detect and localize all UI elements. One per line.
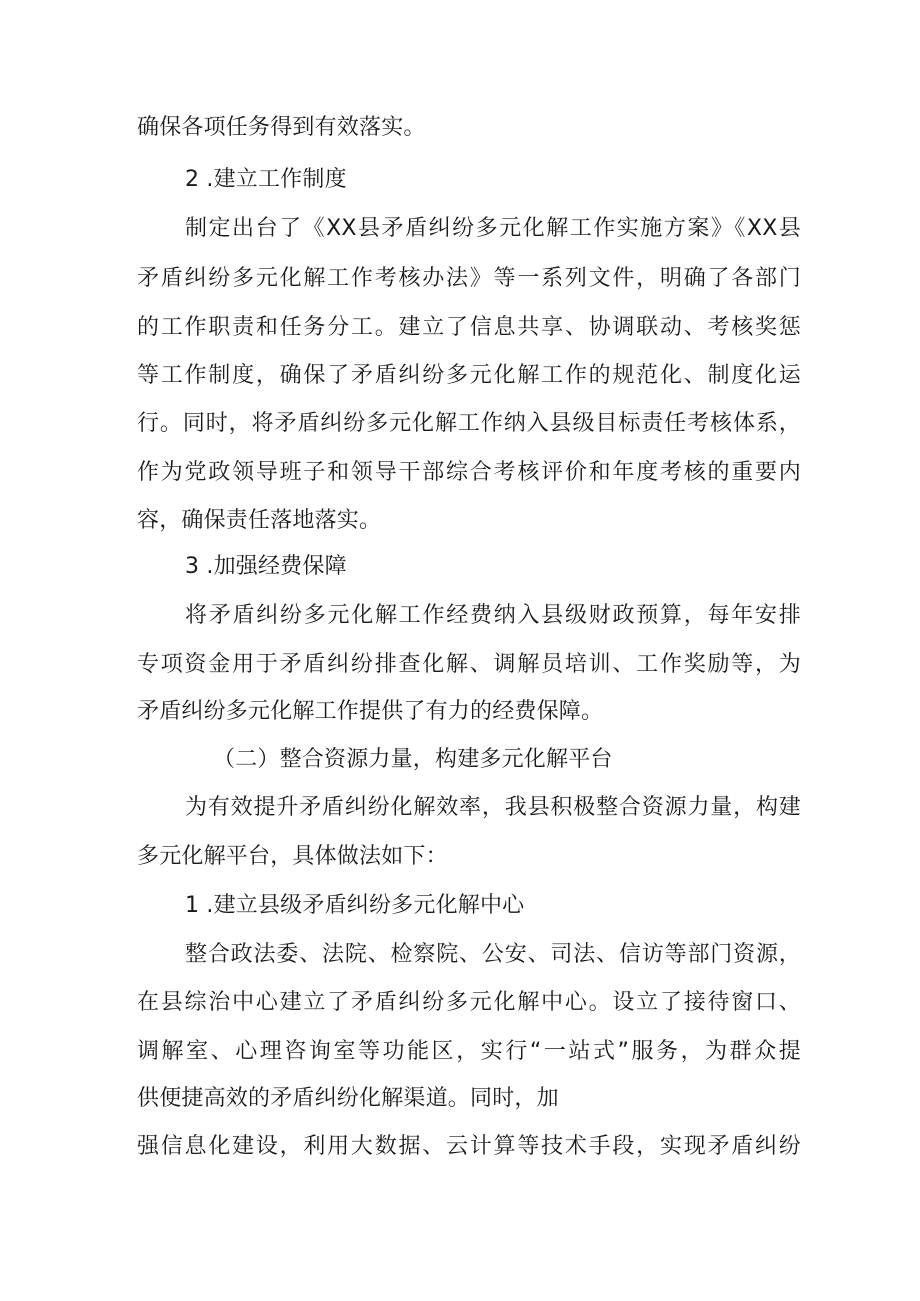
paragraph-line: 制定出台了《XX县矛盾纠纷多元化解工作实施方案》《XX县 (185, 216, 801, 241)
section-heading: 2 .建立工作制度 (185, 167, 347, 192)
paragraph-line: 的工作职责和任务分工。建立了信息共享、协调联动、考核奖惩 (137, 315, 801, 340)
paragraph-line: 为有效提升矛盾纠纷化解效率，我县积极整合资源力量，构建 (185, 795, 801, 820)
paragraph-line: 供便捷高效的矛盾纠纷化解渠道。同时，加 (137, 1086, 559, 1111)
paragraph-line: 在县综治中心建立了矛盾纠纷多元化解中心。设立了接待窗口、 (137, 990, 801, 1015)
paragraph-line: 矛盾纠纷多元化解工作提供了有力的经费保障。 (137, 699, 604, 724)
paragraph-line: 调解室、心理咨询室等功能区，实行“一站式”服务，为群众提 (137, 1039, 801, 1064)
paragraph-line: 多元化解平台，具体做法如下： (137, 844, 448, 869)
paragraph-line: 强信息化建设，利用大数据、云计算等技术手段，实现矛盾纠纷 (137, 1134, 801, 1159)
paragraph-line: 整合政法委、法院、检察院、公安、司法、信访等部门资源， (185, 942, 801, 967)
chapter-heading: （二）整合资源力量，构建多元化解平台 (213, 747, 613, 772)
paragraph-line: 容，确保责任落地落实。 (137, 508, 382, 533)
section-heading: 3 .加强经费保障 (185, 554, 347, 579)
paragraph-line: 行。同时，将矛盾纠纷多元化解工作纳入县级目标责任考核体系， (137, 411, 801, 436)
paragraph-line: 作为党政领导班子和领导干部综合考核评价和年度考核的重要内 (137, 460, 801, 485)
paragraph-line: 确保各项任务得到有效落实。 (137, 115, 426, 140)
paragraph-line: 矛盾纠纷多元化解工作考核办法》等一系列文件，明确了各部门 (137, 266, 801, 291)
section-heading: 1 .建立县级矛盾纠纷多元化解中心 (185, 893, 525, 918)
paragraph-line: 等工作制度，确保了矛盾纠纷多元化解工作的规范化、制度化运 (137, 363, 801, 388)
paragraph-line: 将矛盾纠纷多元化解工作经费纳入县级财政预算，每年安排 (185, 603, 801, 628)
paragraph-line: 专项资金用于矛盾纠纷排查化解、调解员培训、工作奖励等，为 (137, 652, 801, 677)
